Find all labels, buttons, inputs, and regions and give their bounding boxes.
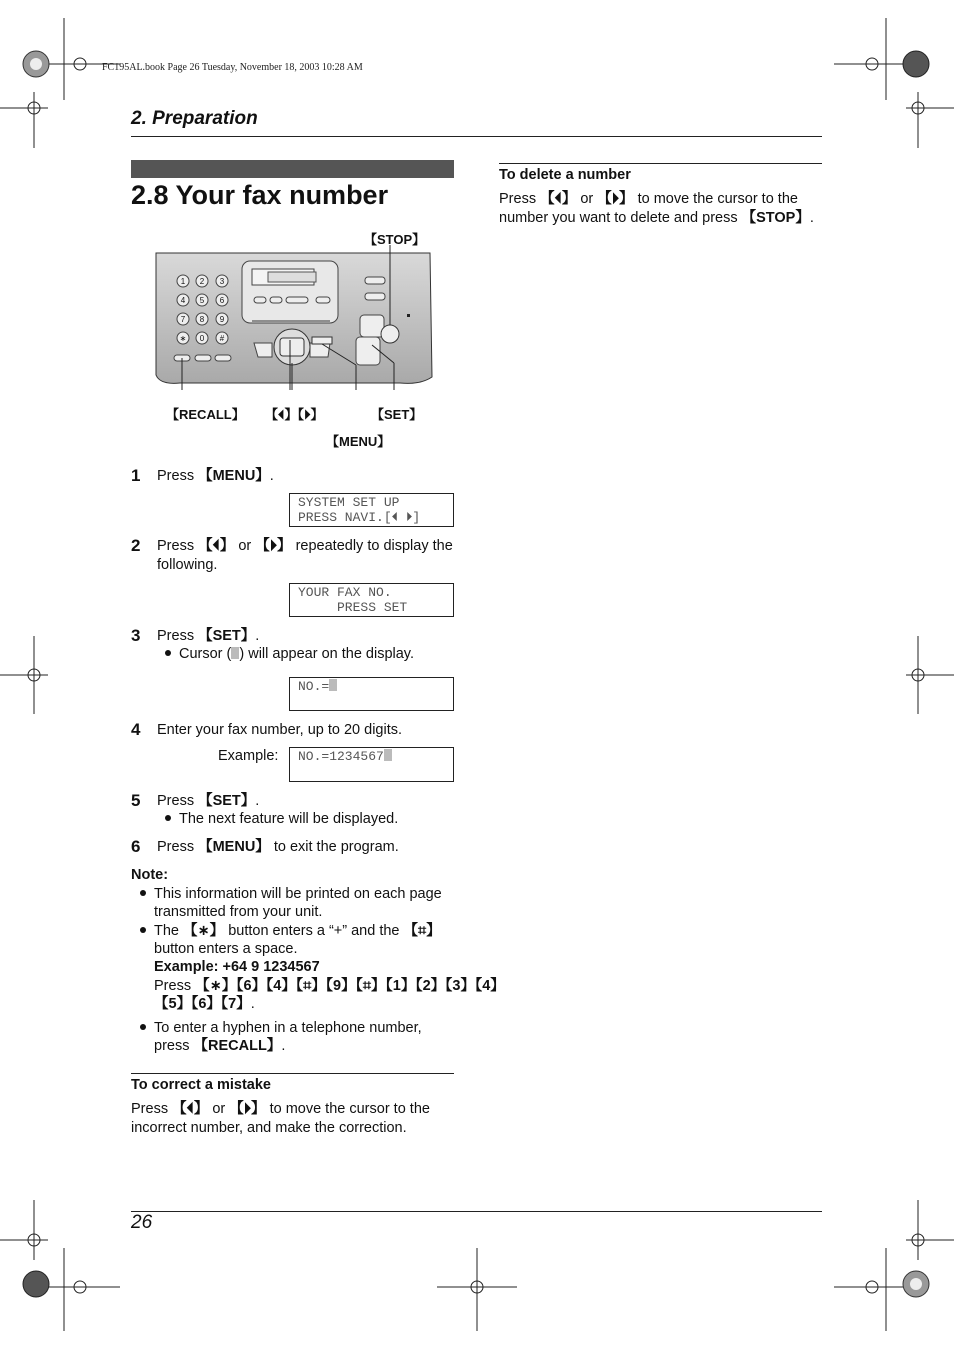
keypad-label: 4 bbox=[180, 296, 186, 305]
lcd-display-2: YOUR FAX NO. PRESS SET bbox=[289, 583, 454, 617]
page-title: 2.8 Your fax number bbox=[131, 180, 389, 210]
keypad-label: 3 bbox=[219, 277, 225, 286]
color-target-icon bbox=[903, 1271, 929, 1297]
lcd-display-1: SYSTEM SET UP PRESS NAVI.[⏴ ⏵] bbox=[289, 493, 454, 527]
footer-rule bbox=[131, 1211, 822, 1212]
stop-label: 【STOP】 bbox=[364, 232, 426, 247]
fax-machine-diagram bbox=[150, 245, 440, 390]
delete-rule bbox=[499, 163, 822, 164]
step-3-text: Press 【SET】. bbox=[157, 628, 260, 644]
note-bullet-2-line2: button enters a space. bbox=[154, 941, 298, 957]
title-bar bbox=[131, 160, 454, 178]
step-3-bullet: Cursor ( ) will appear on the display. bbox=[179, 646, 415, 662]
cursor-block-icon bbox=[329, 679, 337, 691]
note-bullet-1: This information will be printed on each page bbox=[154, 886, 442, 902]
keypad-label: 6 bbox=[219, 296, 225, 305]
bullet-icon bbox=[165, 650, 171, 656]
keypad-label: # bbox=[219, 334, 225, 343]
step-number: 3 bbox=[131, 626, 141, 645]
delete-text-line2: number you want to delete and press 【STOP】. bbox=[499, 210, 814, 226]
step-4-text: Enter your fax number, up to 20 digits. bbox=[157, 722, 403, 738]
crop-mark-icon bbox=[0, 636, 48, 714]
crop-mark-icon bbox=[834, 18, 914, 100]
crop-mark-icon bbox=[906, 92, 954, 148]
keypad-label: 7 bbox=[180, 315, 186, 324]
step-number: 5 bbox=[131, 791, 141, 810]
correct-text-line2: incorrect number, and make the correction. bbox=[131, 1120, 407, 1136]
step-5-bullet: The next feature will be displayed. bbox=[179, 811, 399, 827]
keypad-label: 8 bbox=[199, 315, 205, 324]
lcd-display-3: NO.= bbox=[289, 677, 454, 711]
note-bullet-2: The 【∗】 button enters a “+” and the 【⌗】 bbox=[154, 923, 441, 939]
crop-mark-icon bbox=[0, 92, 48, 148]
crop-mark-icon bbox=[437, 1248, 517, 1331]
keypad-label: ∗ bbox=[179, 334, 187, 343]
bullet-icon bbox=[140, 1024, 146, 1030]
cursor-block-icon bbox=[384, 749, 392, 761]
example-label: Example: bbox=[218, 748, 279, 764]
crop-mark-icon bbox=[40, 1248, 120, 1331]
note-bullet-3: To enter a hyphen in a telephone number, bbox=[154, 1020, 422, 1036]
keypad-label: 1 bbox=[180, 277, 186, 286]
recall-label: 【RECALL】 bbox=[166, 407, 245, 422]
step-2-text: Press 【⏴】 or 【⏵】 repeatedly to display the bbox=[157, 538, 453, 554]
correct-text: Press 【⏴】 or 【⏵】 to move the cursor to the bbox=[131, 1101, 430, 1117]
correct-rule bbox=[131, 1073, 454, 1074]
bullet-icon bbox=[165, 815, 171, 821]
crop-mark-icon bbox=[906, 1200, 954, 1260]
step-1-text: Press 【MENU】. bbox=[157, 468, 274, 484]
note-heading: Note: bbox=[131, 867, 169, 883]
menu-label: 【MENU】 bbox=[326, 434, 391, 449]
step-2-text-line2: following. bbox=[157, 557, 218, 573]
step-number: 1 bbox=[131, 466, 141, 485]
arrows-label: 【⏴】【⏵】 bbox=[265, 407, 324, 422]
header-rule bbox=[131, 136, 822, 137]
color-target-icon bbox=[23, 51, 49, 77]
bullet-icon bbox=[140, 890, 146, 896]
delete-text: Press 【⏴】 or 【⏵】 to move the cursor to the bbox=[499, 191, 798, 207]
step-number: 2 bbox=[131, 536, 141, 555]
delete-heading: To delete a number bbox=[499, 167, 631, 183]
keypad-label: 0 bbox=[199, 334, 205, 343]
step-number: 6 bbox=[131, 837, 141, 856]
color-target-icon bbox=[903, 51, 929, 77]
bullet-icon bbox=[140, 927, 146, 933]
page-number: 26 bbox=[131, 1212, 153, 1233]
section-heading: 2. Preparation bbox=[131, 108, 258, 129]
crop-mark-icon bbox=[834, 1248, 914, 1331]
print-header: FC195AL.book Page 26 Tuesday, November 18, 2003 10:28 AM bbox=[102, 62, 363, 73]
keypad-label: 5 bbox=[199, 296, 205, 305]
crop-mark-icon bbox=[40, 18, 120, 100]
note-press-keys-line2: 【5】【6】【7】. bbox=[154, 996, 255, 1012]
note-press-keys: Press 【∗】【6】【4】【⌗】【9】【⌗】【1】【2】【3】【4】 bbox=[154, 978, 505, 994]
crop-mark-icon bbox=[0, 1200, 48, 1260]
step-number: 4 bbox=[131, 720, 141, 739]
step-5-text: Press 【SET】. bbox=[157, 793, 260, 809]
note-bullet-1-line2: transmitted from your unit. bbox=[154, 904, 323, 920]
set-label: 【SET】 bbox=[371, 407, 423, 422]
color-target-icon bbox=[23, 1271, 49, 1297]
step-6-text: Press 【MENU】 to exit the program. bbox=[157, 839, 399, 855]
keypad-label: 9 bbox=[219, 315, 225, 324]
crop-mark-icon bbox=[906, 636, 954, 714]
lcd-display-4: NO.=1234567 bbox=[289, 747, 454, 782]
keypad-label: 2 bbox=[199, 277, 205, 286]
note-example: Example: +64 9 1234567 bbox=[154, 959, 320, 975]
correct-heading: To correct a mistake bbox=[131, 1077, 271, 1093]
note-bullet-3-line2: press 【RECALL】. bbox=[154, 1038, 286, 1054]
